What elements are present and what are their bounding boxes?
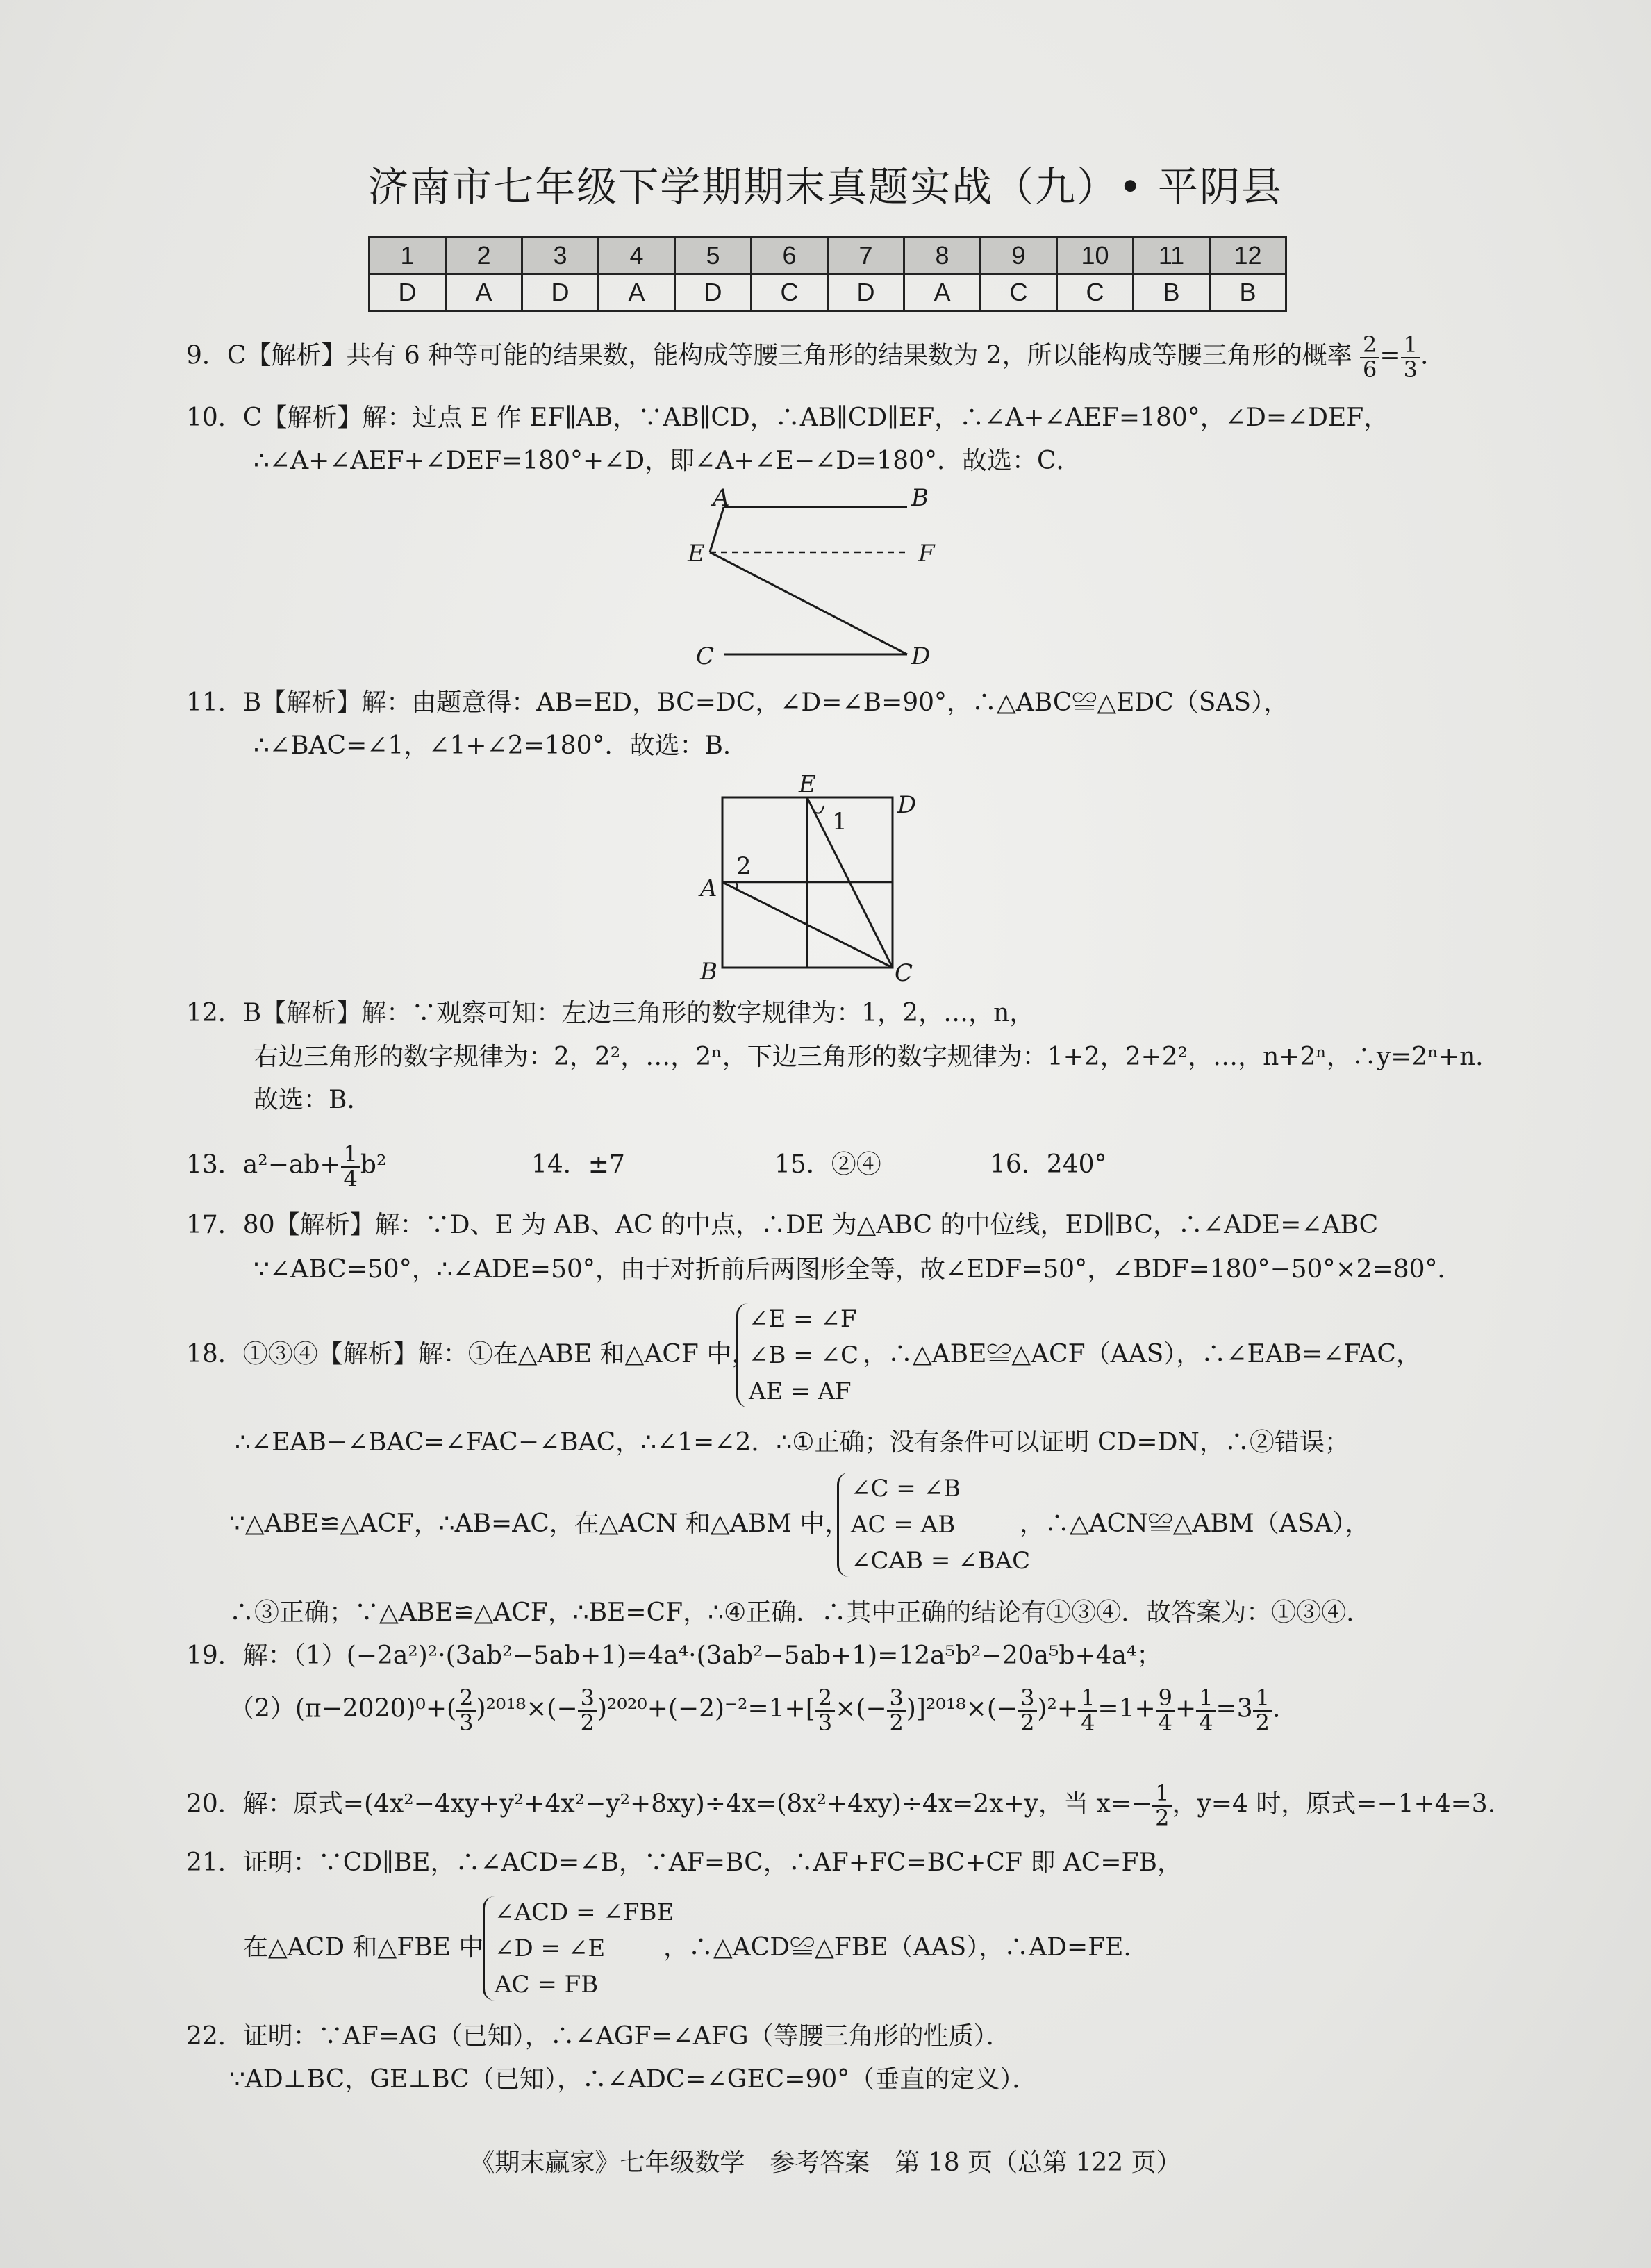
answer-cell: B: [1134, 274, 1210, 311]
q9-line: [186, 333, 1428, 381]
question-number: 10: [1057, 238, 1134, 274]
q20-text-end: ，y=4 时，原式=−1+4=3.: [1172, 1789, 1496, 1819]
denominator: 3: [1403, 356, 1418, 383]
q19-line-2: [229, 1687, 1280, 1735]
denominator: 3: [818, 1709, 833, 1736]
fraction: [1253, 1687, 1272, 1735]
question-number: 1: [370, 238, 446, 274]
q18-system-2: [851, 1471, 1030, 1579]
q13-fraction: [341, 1143, 360, 1191]
condition: AC = FB: [495, 1971, 599, 1998]
label-d: D: [897, 791, 917, 819]
label-e: E: [799, 770, 816, 798]
fraction: [815, 1687, 835, 1735]
expr-text: （2）(π−2020)⁰+(: [229, 1694, 457, 1723]
expr-text: =3: [1216, 1694, 1253, 1723]
question-number: 3: [522, 238, 599, 274]
q17-line-2: ∵∠ABC=50°，∴∠ADE=50°，由于对折前后两图形全等，故∠EDF=50°，∠BDF=180°−50°×2=80°．: [254, 1255, 1463, 1284]
denominator: 4: [1081, 1709, 1095, 1736]
q9-fraction: [1360, 333, 1379, 381]
fraction: [456, 1687, 476, 1735]
denominator: 4: [1158, 1709, 1173, 1736]
condition: ∠D = ∠E: [495, 1935, 606, 1962]
q18-brace-1: [736, 1303, 748, 1407]
fraction: [1018, 1687, 1037, 1735]
question-number: 4: [599, 238, 675, 274]
fraction: [578, 1687, 597, 1735]
q10-diagram: [667, 486, 959, 674]
q18-brace-2: [837, 1473, 849, 1577]
label-b: B: [911, 484, 929, 512]
numerator: 1: [1152, 1782, 1172, 1807]
expr-text: )²⁰²⁰+(−2)⁻²=1+[: [597, 1694, 815, 1723]
answer-table-header-row: [370, 238, 1286, 274]
denominator: 2: [1020, 1709, 1035, 1736]
condition: AC = AB: [851, 1511, 956, 1539]
q13-text: 13．a²−ab+: [186, 1150, 341, 1179]
numerator: 9: [1156, 1687, 1175, 1712]
q18-line-2: ∴∠EAB−∠BAC=∠FAC−∠BAC，∴∠1=∠2．∴①正确；没有条件可以证明 CD=DN，∴②错误；: [235, 1428, 1350, 1457]
question-number: 6: [752, 238, 828, 274]
q12-line-3: 故选：B．: [254, 1086, 372, 1114]
condition: ∠ACD = ∠FBE: [495, 1898, 674, 1926]
numerator: 3: [887, 1687, 906, 1712]
label-e: E: [688, 540, 705, 568]
answer-cell: C: [752, 274, 828, 311]
equals-sign: =: [1379, 341, 1401, 370]
q22-line-1: 22．证明：∵AF=AG（已知），∴∠AGF=∠AFG（等腰三角形的性质）．: [186, 2022, 1011, 2051]
question-number: 9: [981, 238, 1057, 274]
numerator: 1: [1078, 1687, 1097, 1712]
q18-conclusion-2: ，∴△ACN≌△ABM（ASA），: [1020, 1509, 1370, 1538]
condition: ∠E = ∠F: [749, 1305, 857, 1333]
expr-text: +: [1175, 1694, 1197, 1723]
q14-answer: 14．±7: [531, 1150, 625, 1179]
label-angle-1: 1: [832, 808, 847, 836]
denominator: 4: [343, 1165, 358, 1192]
question-number: 2: [446, 238, 522, 274]
q19-line-1: 19．解：（1）(−2a²)²·(3ab²−5ab+1)=4a⁴·(3ab²−5ab+1)=12a⁵b²−20a⁵b+4a⁴；: [186, 1641, 1162, 1670]
label-angle-2: 2: [736, 852, 752, 880]
condition: ∠C = ∠B: [851, 1475, 961, 1503]
numerator: 2: [1360, 333, 1379, 358]
answer-cell: A: [904, 274, 981, 311]
label-a: A: [700, 875, 717, 902]
expr-text: )²⁰¹⁸×(−: [476, 1694, 578, 1723]
answer-cell: D: [828, 274, 904, 311]
q20-fraction: [1152, 1782, 1172, 1830]
numerator: 1: [1401, 333, 1420, 358]
angle-1-arc: [814, 806, 824, 813]
q21-brace: [483, 1896, 495, 2001]
label-c: C: [895, 959, 913, 987]
expr-text: ×(−: [835, 1694, 887, 1723]
q13-answer: [186, 1143, 386, 1191]
q21-system: [495, 1894, 674, 2003]
label-d: D: [911, 643, 931, 670]
fraction: [1078, 1687, 1097, 1735]
label-a: A: [713, 484, 730, 512]
numerator: 1: [1253, 1687, 1272, 1712]
q22-line-2: ∵AD⊥BC，GE⊥BC（已知），∴∠ADC=∠GEC=90°（垂直的定义）．: [229, 2065, 1038, 2094]
expr-text: .: [1272, 1694, 1281, 1723]
denominator: 6: [1363, 356, 1377, 383]
q18-line-4: ∴③正确；∵△ABE≌△ACF，∴BE=CF，∴④正确．∴其中正确的结论有①③④．故答案为：①③④．: [229, 1598, 1372, 1627]
answer-table-answer-row: [370, 274, 1286, 311]
question-number: 11: [1134, 238, 1210, 274]
question-number: 7: [828, 238, 904, 274]
q12-line-1: 12．B【解析】解：∵观察可知：左边三角形的数字规律为：1，2，…，n，: [186, 999, 1035, 1027]
fraction: [1196, 1687, 1216, 1735]
condition: ∠CAB = ∠BAC: [851, 1547, 1031, 1575]
segment-ae: [710, 507, 724, 552]
q18-system-1: [749, 1301, 858, 1409]
q13-text-end: b²: [360, 1150, 387, 1179]
numerator: 3: [578, 1687, 597, 1712]
q10-line-1: 10．C【解析】解：过点 E 作 EF∥AB，∵AB∥CD，∴AB∥CD∥EF，∴∠A+∠AEF=180°，∠D=∠DEF，: [186, 404, 1389, 432]
q11-line-1: 11．B【解析】解：由题意得：AB=ED，BC=DC，∠D=∠B=90°，∴△ABC≌△EDC（SAS），: [186, 688, 1289, 717]
answer-cell: B: [1210, 274, 1286, 311]
numerator: 1: [1196, 1687, 1216, 1712]
label-b: B: [700, 958, 717, 986]
denominator: 2: [1255, 1709, 1270, 1736]
label-f: F: [918, 540, 935, 568]
question-number: 5: [675, 238, 752, 274]
q9-fraction: [1401, 333, 1420, 381]
q9-text: 9．C【解析】共有 6 种等可能的结果数，能构成等腰三角形的结果数为 2，所以能构成等腰三角形的概率: [186, 341, 1352, 370]
expr-text: =1+: [1097, 1694, 1156, 1723]
answer-cell: A: [599, 274, 675, 311]
denominator: 2: [1155, 1804, 1170, 1831]
denominator: 3: [459, 1709, 474, 1736]
segment-ed: [710, 552, 907, 654]
expr-text: )]²⁰¹⁸×(−: [906, 1694, 1018, 1723]
q11-diagram: [695, 771, 931, 986]
q10-line-2: ∴∠A+∠AEF+∠DEF=180°+∠D，即∠A+∠E−∠D=180°．故选：C．: [254, 447, 1081, 475]
q18-conclusion-1: ，∴△ABE≌△ACF（AAS），∴∠EAB=∠FAC，: [863, 1340, 1421, 1368]
q18-line-3: ∵△ABE≌△ACF，∴AB=AC，在△ACN 和△ABM 中，: [229, 1509, 850, 1538]
numerator: 2: [815, 1687, 835, 1712]
q16-answer: 16．240°: [990, 1150, 1107, 1179]
q11-line-2: ∴∠BAC=∠1，∠1+∠2=180°．故选：B．: [254, 731, 748, 760]
q21-line-1: 21．证明：∵CD∥BE，∴∠ACD=∠B，∵AF=BC，∴AF+FC=BC+CF 即 AC=FB，: [186, 1848, 1182, 1877]
expr-text: )²+: [1037, 1694, 1079, 1723]
numerator: 1: [341, 1143, 360, 1168]
label-c: C: [696, 643, 715, 670]
answer-cell: A: [446, 274, 522, 311]
condition: AE = AF: [749, 1377, 852, 1405]
q20-line: [186, 1782, 1495, 1830]
question-number: 8: [904, 238, 981, 274]
answer-cell: C: [1057, 274, 1134, 311]
fraction: [1156, 1687, 1175, 1735]
q18-intro: 18．①③④【解析】解：①在△ABE 和△ACF 中，: [186, 1340, 757, 1368]
numerator: 2: [456, 1687, 476, 1712]
page-title: 济南市七年级下学期期末真题实战（九）• 平阴县: [368, 163, 1283, 210]
denominator: 4: [1199, 1709, 1213, 1736]
answer-table: [368, 236, 1287, 312]
denominator: 2: [580, 1709, 595, 1736]
answer-cell: C: [981, 274, 1057, 311]
condition: ∠B = ∠C: [749, 1341, 859, 1369]
numerator: 3: [1018, 1687, 1037, 1712]
answer-cell: D: [522, 274, 599, 311]
page-footer: 《期末赢家》七年级数学 参考答案 第 18 页（总第 122 页）: [470, 2149, 1181, 2177]
question-number: 12: [1210, 238, 1286, 274]
denominator: 2: [889, 1709, 904, 1736]
q20-text: 20．解：原式=(4x²−4xy+y²+4x²−y²+8xy)÷4x=(8x²+4xy)÷4x=2x+y，当 x=−: [186, 1789, 1153, 1819]
period: .: [1420, 341, 1429, 370]
q21-intro: 在△ACD 和△FBE 中: [243, 1933, 484, 1962]
q12-line-2: 右边三角形的数字规律为：2，2²，…，2ⁿ，下边三角形的数字规律为：1+2，2+2²，…，n+2ⁿ，∴y=2ⁿ+n．: [254, 1043, 1501, 1071]
answer-cell: D: [675, 274, 752, 311]
q17-line-1: 17．80【解析】解：∵D、E 为 AB、AC 的中点，∴DE 为△ABC 的中位线，ED∥BC，∴∠ADE=∠ABC: [186, 1211, 1379, 1239]
answer-cell: D: [370, 274, 446, 311]
fraction: [887, 1687, 906, 1735]
q15-answer: 15．②④: [774, 1150, 881, 1179]
q21-conclusion: ，∴△ACD≌△FBE（AAS），∴AD=FE.: [663, 1933, 1131, 1962]
